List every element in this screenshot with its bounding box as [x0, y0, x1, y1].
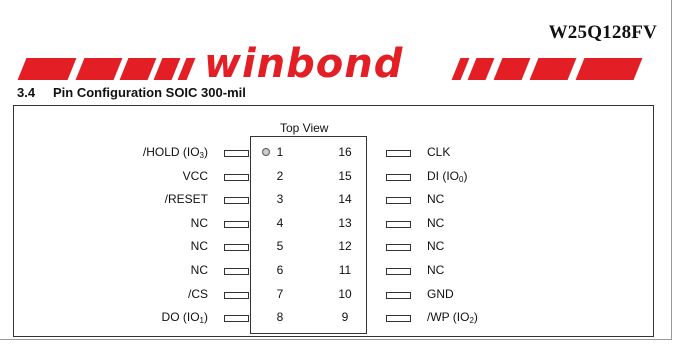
pin-name: NC: [427, 239, 445, 254]
pin-row-right: [0, 145, 679, 163]
pin-lead-right: [386, 315, 411, 322]
pin-name: NC: [427, 192, 445, 207]
pin-name: /CS: [187, 286, 208, 301]
pin-number-left: 2: [276, 168, 284, 183]
pin-row-right: [0, 310, 679, 328]
pin-name: NC: [190, 239, 208, 254]
pin-name-close: ): [204, 310, 208, 325]
pin-label-right: [427, 263, 444, 277]
pin-label-right: [427, 216, 444, 230]
winbond-logo: [14, 41, 638, 87]
pin-number-right: 11: [338, 263, 352, 277]
pin-name: DO (IO: [161, 310, 200, 325]
pin-number-left: 5: [276, 239, 284, 254]
pin-number-right: 15: [338, 168, 352, 183]
pin-subscript: 2: [469, 316, 474, 326]
logo-wordmark: winbond: [204, 41, 404, 87]
pin-number-left: 3: [276, 192, 284, 207]
section-heading: [17, 85, 246, 100]
pin-name: GND: [427, 286, 454, 301]
pin-lead-right: [386, 221, 411, 228]
pin-number-right: 12: [338, 239, 352, 254]
pin-number-right: 14: [338, 192, 352, 207]
pin-name: DI (IO: [427, 168, 459, 183]
pin-number-right: 9: [341, 310, 349, 325]
pin-row-right: [0, 287, 679, 305]
part-number: W25Q128FV: [548, 22, 657, 43]
pin-name: /RESET: [164, 192, 208, 207]
pin-number-left: 1: [276, 145, 284, 159]
pin-row-right: [0, 239, 679, 257]
pin-number-right: 10: [338, 286, 352, 301]
pin-row-right: [0, 169, 679, 187]
pin-row-right: [0, 263, 679, 281]
pin-name: VCC: [182, 168, 208, 183]
pin-lead-right: [386, 244, 411, 251]
pin-number-left: 7: [276, 286, 284, 301]
pin-name: /HOLD (IO: [142, 145, 200, 159]
pin-number-right: 16: [338, 145, 352, 159]
pin-lead-right: [386, 197, 411, 204]
pin-label-right: [427, 192, 444, 206]
top-view-label: Top View: [280, 121, 329, 135]
pin-name: /WP (IO: [427, 310, 470, 325]
section-number: 3.4: [17, 85, 36, 100]
pin-number-left: 8: [276, 310, 284, 325]
pin-lead-right: [386, 174, 411, 181]
pin-label-right: [427, 145, 450, 159]
pin-lead-right: [386, 268, 411, 275]
pin-label-right: [427, 239, 444, 253]
pin-name: NC: [427, 263, 445, 277]
pin-lead-right: [386, 292, 411, 299]
pin-name-close: ): [473, 310, 478, 325]
pin-number-right: 13: [338, 215, 352, 230]
pin-subscript: 0: [459, 174, 464, 184]
pin-subscript: 3: [199, 151, 204, 160]
pin-name-close: ): [204, 145, 208, 159]
pin-label-right: [427, 287, 454, 301]
pin-name: NC: [427, 215, 445, 230]
pin-label-right: [427, 169, 467, 183]
pin-row-right: [0, 216, 679, 234]
pin-number-left: 4: [276, 215, 284, 230]
pin-label-right: [427, 310, 478, 324]
pin-name-close: ): [463, 168, 468, 183]
pin-subscript: 1: [199, 316, 204, 326]
pin-lead-right: [386, 150, 411, 157]
pin-name: NC: [190, 215, 208, 230]
pin-name: CLK: [427, 145, 451, 159]
pin-name: NC: [190, 263, 208, 277]
section-title: Pin Configuration SOIC 300-mil: [53, 85, 246, 100]
pin-number-left: 6: [276, 263, 284, 277]
pin-row-right: [0, 192, 679, 210]
